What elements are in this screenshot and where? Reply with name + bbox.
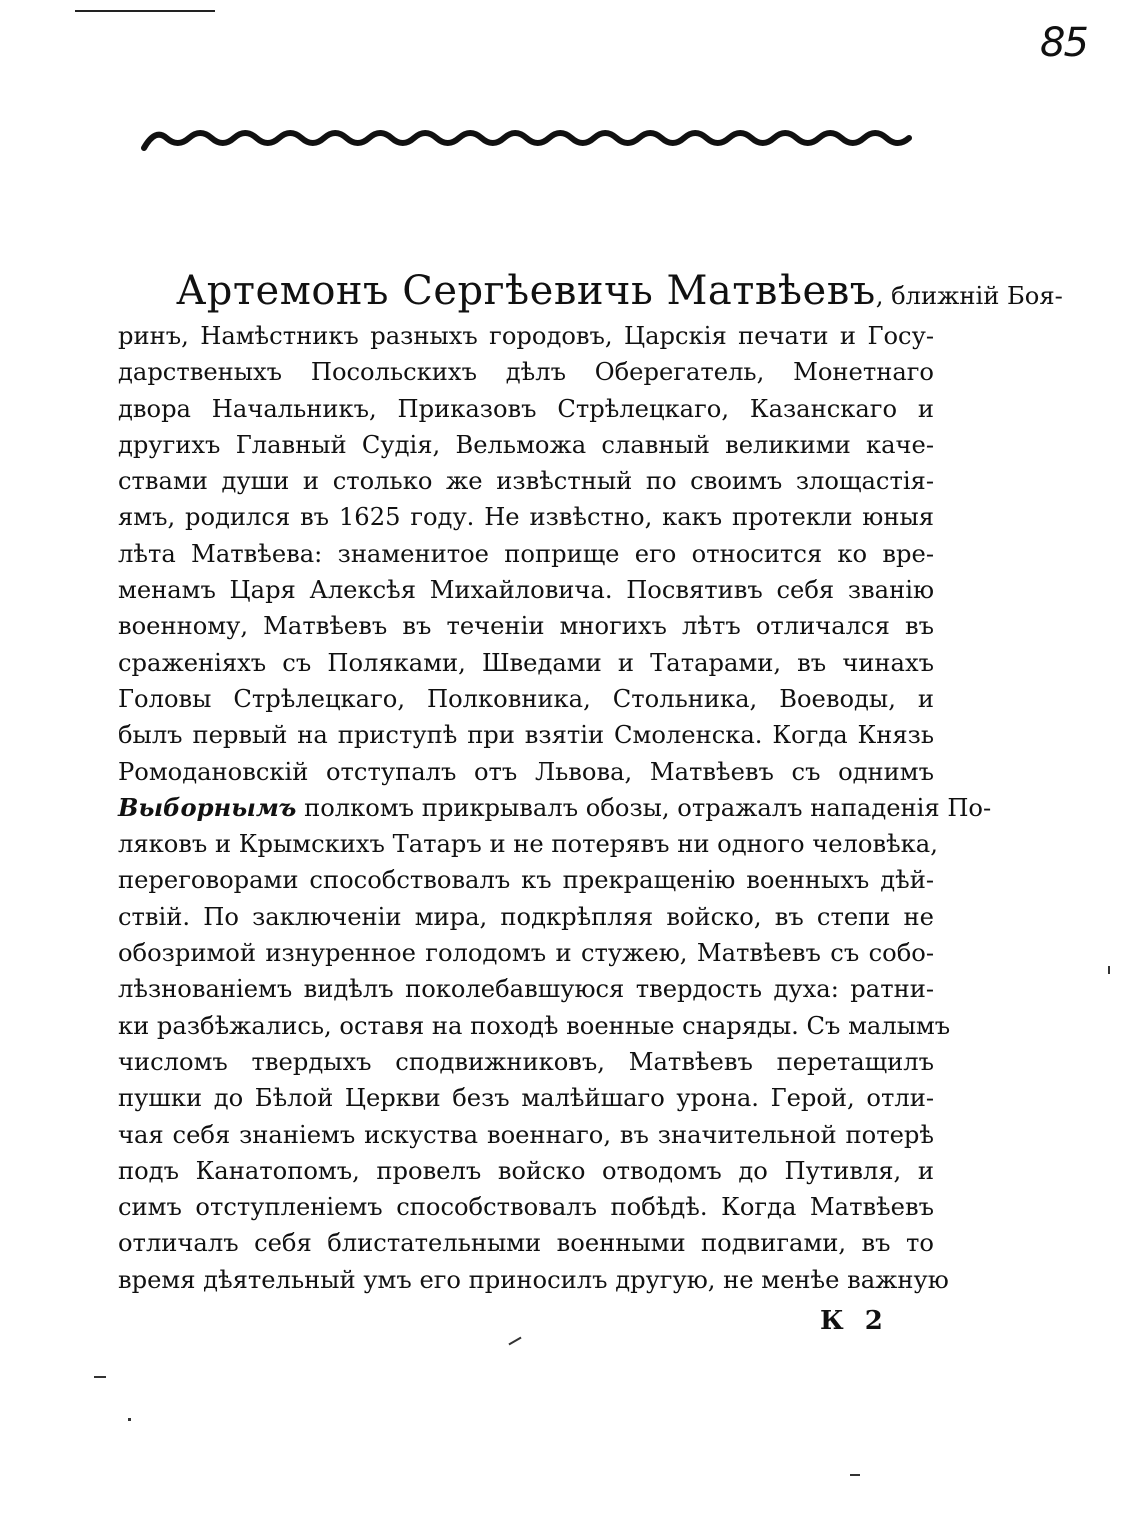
text-line: менамъ Царя Алексѣя Михайловича. Посвятивъ себя званію: [118, 576, 934, 605]
text-line: ринъ, Намѣстникъ разныхъ городовъ, Царскія печати и Госу-: [118, 322, 934, 350]
text-line: сраженіяхъ съ Поляками, Шведами и Татарами, въ чинахъ: [118, 648, 934, 677]
print-speck: [94, 1376, 106, 1378]
text-line: подъ Канатопомъ, провелъ войско отводомъ до Путивля, и: [118, 1156, 934, 1185]
text-line: Артемонъ Сергѣевичь Матвѣевъ, ближній Боя-: [176, 268, 1063, 314]
text-line: обозримой изнуренное голодомъ и стужею, Матвѣевъ съ собо-: [118, 939, 934, 968]
signature-mark: К 2: [820, 1306, 889, 1336]
top-rule: [75, 10, 215, 12]
wave-ornament: [140, 120, 930, 164]
text-line: ки разбѣжались, оставя на походѣ военные снаряды. Съ малымъ: [118, 1011, 951, 1040]
text-line: Головы Стрѣлецкаго, Полковника, Стольника, Воеводы, и: [118, 684, 934, 713]
text-line: лѣта Матвѣева: знаменитое поприще его относится ко вре-: [118, 539, 934, 568]
text-line: ствами души и столько же извѣстный по своимъ злощастія-: [118, 467, 934, 496]
print-speck: [850, 1474, 860, 1476]
text-line: симъ отступленіемъ способствовалъ побѣдѣ. Когда Матвѣевъ: [118, 1193, 934, 1222]
text-line: военному, Матвѣевъ въ теченіи многихъ лѣтъ отличался въ: [118, 612, 934, 641]
text-line: пушки до Бѣлой Церкви безъ малѣйшаго урона. Герой, отли-: [118, 1084, 934, 1113]
person-name: Артемонъ Сергѣевичь Матвѣевъ: [176, 268, 876, 314]
text-line: чая себя знаніемъ искуства военнаго, въ значительной потерѣ: [118, 1120, 934, 1149]
text-line: ляковъ и Крымскихъ Татаръ и не потерявъ ни одного человѣка,: [118, 830, 938, 859]
text-line: Выборнымъ полкомъ прикрывалъ обозы, отражалъ нападенія По-: [118, 792, 992, 822]
text-line: время дѣятельный умъ его приносилъ другую, не менѣе важную: [118, 1265, 949, 1294]
body-text: [118, 264, 1063, 1298]
print-speck: [128, 1418, 131, 1421]
text-line: отличалъ себя блистательными военными подвигами, въ то: [118, 1229, 934, 1258]
text-line: дарственыхъ Посольскихъ дѣлъ Оберегатель, Монетнаго: [118, 358, 934, 387]
text-line: Ромодановскій отступалъ отъ Львова, Матвѣевъ съ однимъ: [118, 757, 934, 786]
text-line: лѣзнованіемъ видѣлъ поколебавшуюся твердость духа: ратни-: [118, 975, 934, 1004]
italic-word: Выборнымъ: [118, 792, 297, 822]
text-line: другихъ Главный Судія, Вельможа славный великими каче-: [118, 430, 934, 459]
text-line: былъ первый на приступѣ при взятіи Смоленска. Когда Князь: [118, 721, 934, 750]
page-number: 85: [1040, 20, 1087, 66]
text-line: переговорами способствовалъ къ прекращенію военныхъ дѣй-: [118, 866, 934, 895]
text-line: двора Начальникъ, Приказовъ Стрѣлецкаго, Казанскаго и: [118, 394, 934, 423]
print-speck: [1108, 966, 1110, 974]
text-line: ямъ, родился въ 1625 году. Не извѣстно, какъ протекли юныя: [118, 503, 934, 532]
text-line: ствій. По заключеніи мира, подкрѣпляя войско, въ степи не: [118, 902, 934, 931]
print-speck: [508, 1337, 521, 1346]
text-line: числомъ твердыхъ сподвижниковъ, Матвѣевъ перетащилъ: [118, 1047, 934, 1076]
